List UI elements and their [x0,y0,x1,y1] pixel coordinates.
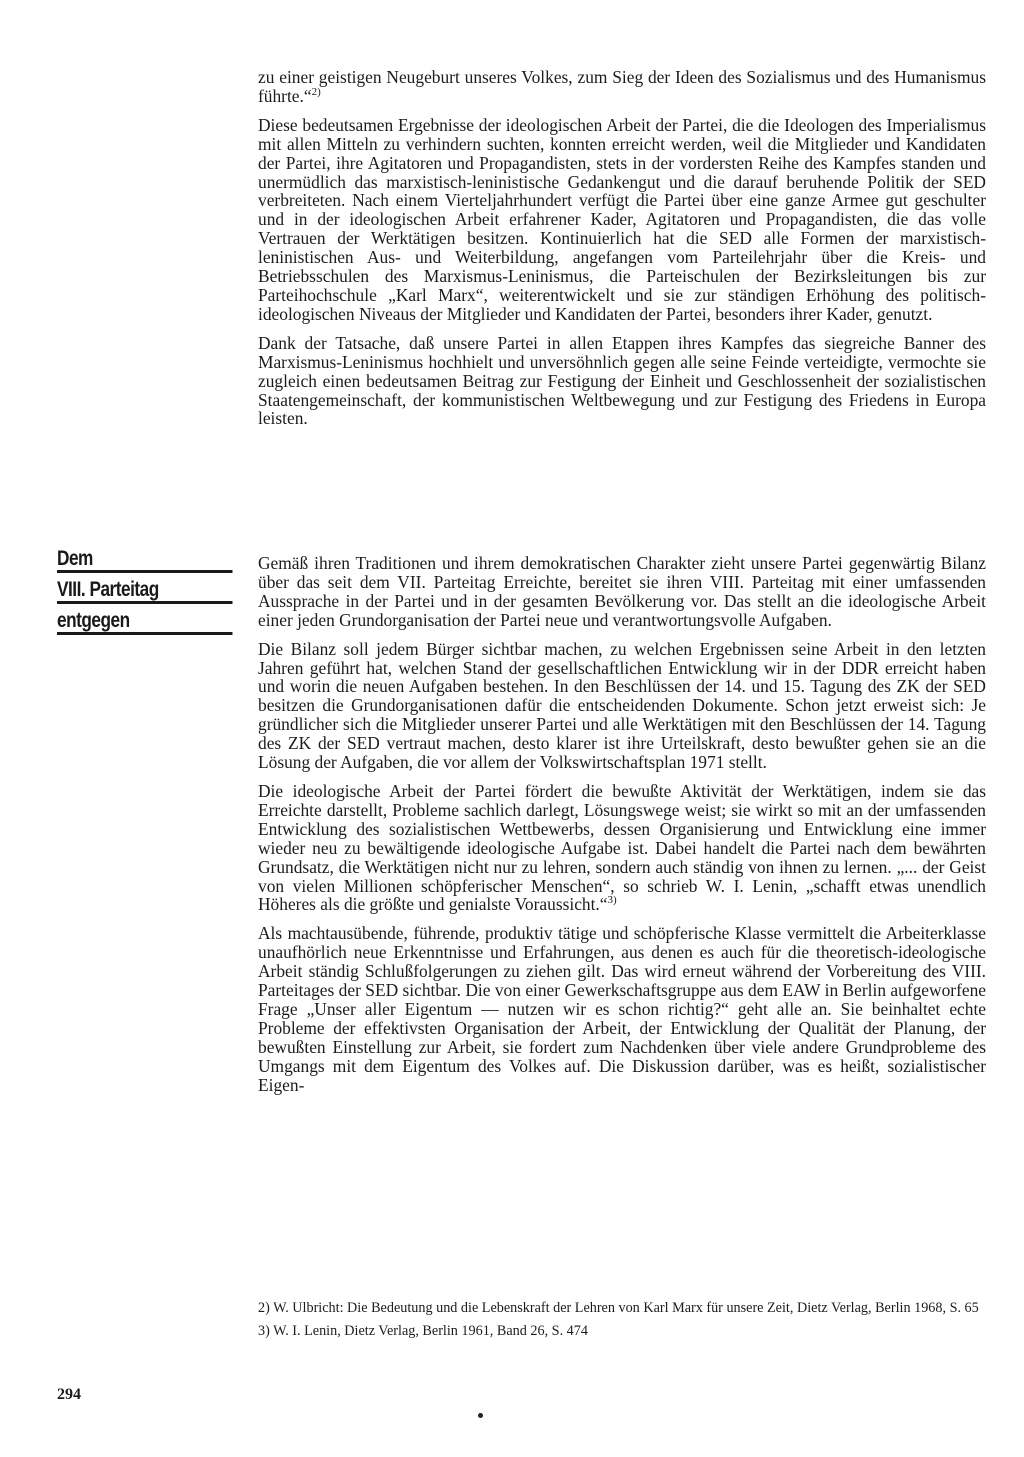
footnotes [258,1300,986,1346]
paragraph: Diese bedeutsamen Ergebnisse der ideologischen Arbeit der Partei, die die Ideologen des Imperialismus mit allen Mitteln zu verhindern suchten, konnten erreicht werden, weil die Mitglieder und Kandidaten der Partei, ihre Agitatoren und Propagandisten, stets in der vordersten Reihe des Kampfes standen und unermüdlich das marxistisch-leninistische Gedankengut und die darauf beruhende Politik der SED verbreiteten. Nach einem Vierteljahrhundert verfügt die Partei über eine ganze Armee gut geschulter und in der ideologischen Arbeit erfahrener Kader, Agitatoren und Propagandisten, die das volle Vertrauen der Werktätigen besitzen. Kontinuierlich hat die SED alle Formen der marxistisch-leninistischen Aus- und Weiterbildung, angefangen vom Parteilehrjahr über die Kreis- und Betriebsschulen des Marxismus-Leninismus, die Parteischulen der Bezirksleitungen bis zur Parteihochschule „Karl Marx“, weiterentwickelt und sie zur ständigen Erhöhung des politisch-ideologischen Niveaus der Mitglieder und Kandidaten der Partei, besonders ihrer Kader, genutzt. [258,114,986,324]
footnote-ref: 2) [311,86,321,99]
paragraph: Gemäß ihren Traditionen und ihrem demokratischen Charakter zieht unsere Partei gegenwärtig Bilanz über das seit dem VII. Parteitag Erreichte, bereitet sie ihren VIII. Parteitag mit einer umfassenden Aussprache in der Partei und in der gesamten Bevölkerung vor. Das stellt an die ideologische Arbeit einer jeden Grundorganisation der Partei neue und verantwortungsvolle Aufgaben. [258,553,986,630]
section-heading [57,544,201,637]
heading-line-2: VIII. Parteitag [57,575,232,604]
footnote-ref: 3) [607,894,617,907]
heading-line-1: Dem [57,544,232,573]
paragraph [258,68,986,106]
footnote-3: 3) W. I. Lenin, Dietz Verlag, Berlin 1961, Band 26, S. 474 [258,1323,588,1339]
print-mark-dot [478,1413,483,1418]
paragraph-text: Die ideologische Arbeit der Partei fördert die bewußte Aktivität der Werktätigen, indem sie das Erreichte darstellt, Probleme sachlich darlegt, Lösungswege weist; sie wirkt so mit an der umfassenden Entwicklung des sozialistischen Wettbewerbs, dessen Organisierung und Entwicklung eine immer wieder neu zu bewältigende ideologische Aufgabe ist. Dabei handelt die Partei nach dem bewährten Grundsatz, die Werktätigen nicht nur zu lehren, sondern auch ständig von ihnen zu lernen. „... der Geist von vielen Millionen schöpferischer Menschen“, so schrieb W. I. Lenin, „schafft etwas unendlich Höheres als die größte und genialste Voraussicht.“ [258,780,986,915]
section-a-text [258,68,986,438]
heading-line-3: entgegen [57,606,232,635]
paragraph-text: zu einer geistigen Neugeburt unseres Volkes, zum Sieg der Ideen des Sozialismus und des Humanismus führte.“ [258,67,986,106]
page-number: 294 [57,1386,81,1403]
paragraph: Als machtausübende, führende, produktiv tätige und schöpferische Klasse vermittelt die Arbeiterklasse unaufhörlich neue Erkenntnisse und Erfahrungen, aus denen es auch für die theoretisch-ideologische Arbeit ständig Schlußfolgerungen zu ziehen gilt. Das wird erneut während der Vorbereitung des VIII. Parteitages der SED sichtbar. Die von einer Gewerkschaftsgruppe aus dem EAW in Berlin aufgeworfene Frage „Unser aller Eigentum — nutzen wir es schon richtig?“ geht alle an. Sie beinhaltet echte Probleme der effektivsten Organisation der Arbeit, der Entwicklung der Qualität der Planung, der bewußten Einstellung zur Arbeit, sie fordert zum Nachdenken über viele andere Grundprobleme des Umgangs mit dem Eigentum des Volkes auf. Die Diskussion darüber, was es heißt, sozialistischer Eigen- [258,923,986,1095]
footnote-2: 2) W. Ulbricht: Die Bedeutung und die Lebenskraft der Lehren von Karl Marx für unsere Zeit, Dietz Verlag, Berlin 1968, S. 65 [258,1300,979,1316]
section-b-text [258,554,986,1104]
paragraph: Dank der Tatsache, daß unsere Partei in allen Etappen ihres Kampfes das siegreiche Banner des Marxismus-Leninismus hochhielt und unversöhnlich gegen alle seine Feinde verteidigte, vermochte sie zugleich einen bedeutsamen Beitrag zur Festigung der Einheit und Geschlossenheit der sozialistischen Staatengemeinschaft, der kommunistischen Weltbewegung und zur Festigung des Friedens in Europa leisten. [258,332,986,429]
paragraph [258,782,986,914]
paragraph: Die Bilanz soll jedem Bürger sichtbar machen, zu welchen Ergebnissen seine Arbeit in den letzten Jahren geführt hat, welchen Stand der gesellschaftlichen Entwicklung wir in der DDR erreicht haben und worin die neuen Aufgaben bestehen. In den Beschlüssen der 14. und 15. Tagung des ZK der SED besitzen die Grundorganisationen dafür die entscheidenden Dokumente. Schon jetzt erweist sich: Je gründlicher sich die Mitglieder unserer Partei und alle Werktätigen mit den Beschlüssen der 14. Tagung des ZK der SED vertraut machen, desto klarer ist ihre Urteilskraft, desto bewußter gehen sie an die Lösung der Aufgaben, die vor allem der Volkswirtschaftsplan 1971 stellt. [258,638,986,773]
